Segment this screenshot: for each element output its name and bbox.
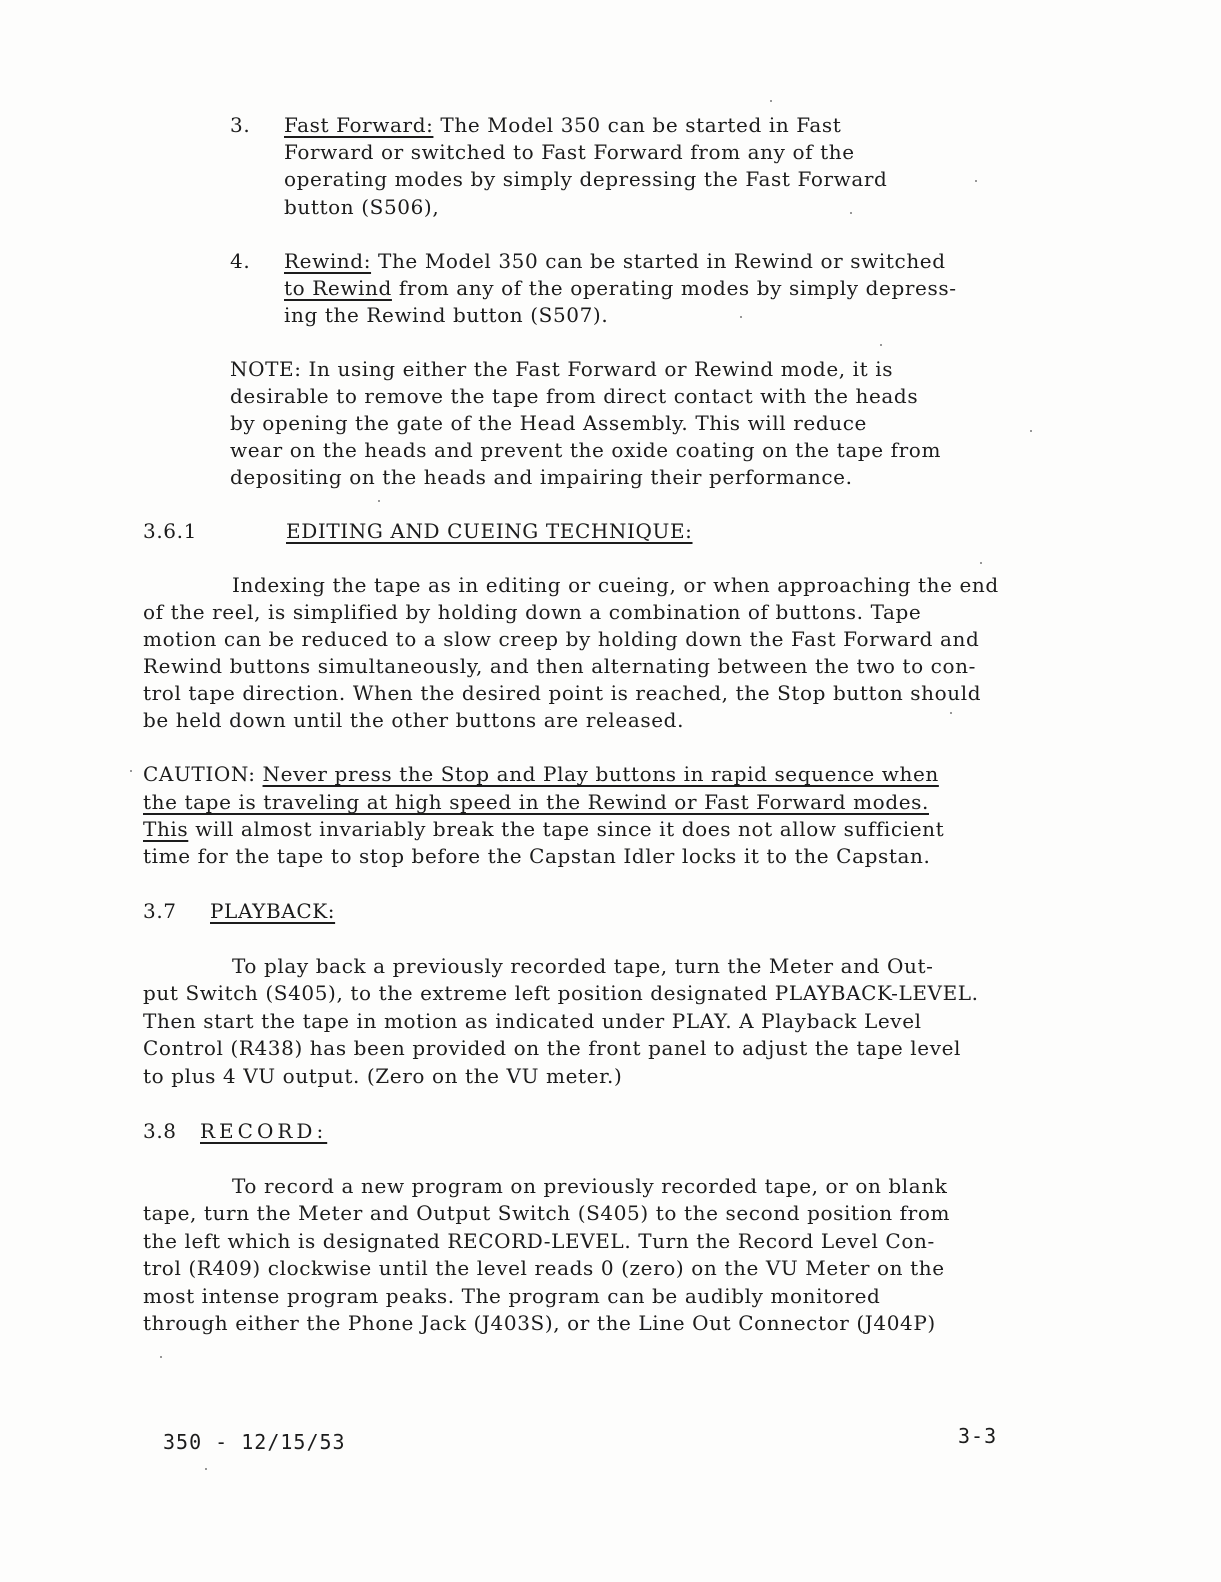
item-3-line-2: Forward or switched to Fast Forward from any of the: [284, 140, 855, 164]
note-line-1: NOTE: In using either the Fast Forward or Rewind mode, it is: [230, 357, 894, 381]
section-3-8-number: 3.8: [143, 1119, 177, 1143]
section-3-8-title: RECORD:: [200, 1119, 328, 1143]
item-4-heading: Rewind:: [284, 249, 372, 273]
section-3-8-line-4: trol (R409) clockwise until the level reads 0 (zero) on the VU Meter on the: [143, 1256, 945, 1280]
section-3-6-1-number: 3.6.1: [143, 519, 197, 543]
note-line-4: wear on the heads and prevent the oxide coating on the tape from: [230, 438, 942, 462]
section-3-7-line-1: To play back a previously recorded tape, turn the Meter and Out-: [232, 954, 934, 978]
caution-line-3: [143, 816, 944, 843]
caution-label: CAUTION:: [143, 762, 256, 786]
section-3-7-line-3: Then start the tape in motion as indicated under PLAY. A Playback Level: [143, 1009, 922, 1033]
scan-speck: [850, 212, 852, 214]
section-3-8-line-5: most intense program peaks. The program can be audibly monitored: [143, 1284, 881, 1308]
section-3-7-line-4: Control (R438) has been provided on the front panel to adjust the tape level: [143, 1036, 962, 1060]
scan-speck: [975, 180, 977, 182]
scan-speck: [1030, 430, 1032, 432]
scan-speck: [770, 100, 772, 102]
section-3-6-1-line-3: motion can be reduced to a slow creep by holding down the Fast Forward and: [143, 627, 980, 651]
caution-line-3-head: This: [143, 817, 189, 841]
item-3-line-1: [284, 112, 841, 139]
section-3-6-1-line-1: Indexing the tape as in editing or cueing, or when approaching the end: [232, 573, 999, 597]
item-3-line-4: button (S506),: [284, 195, 440, 219]
scan-speck: [740, 316, 742, 318]
item-3-heading: Fast Forward:: [284, 113, 434, 137]
caution-line-1-text: Never press the Stop and Play buttons in rapid sequence when: [262, 762, 939, 786]
section-3-7-line-5: to plus 4 VU output. (Zero on the VU meter.): [143, 1064, 623, 1088]
scan-speck: [160, 1356, 162, 1358]
item-4-line-2-text: from any of the operating modes by simply depress-: [398, 276, 957, 300]
note-line-5: depositing on the heads and impairing their performance.: [230, 465, 853, 489]
section-3-7-line-2: put Switch (S405), to the extreme left position designated PLAYBACK-LEVEL.: [143, 981, 979, 1005]
item-4-line-2: [284, 275, 957, 302]
section-3-7-title: PLAYBACK:: [210, 899, 336, 923]
note-line-3: by opening the gate of the Head Assembly. This will reduce: [230, 411, 867, 435]
section-3-6-1-title: EDITING AND CUEING TECHNIQUE:: [286, 519, 693, 543]
item-4-number: 4.: [230, 249, 251, 273]
section-3-6-1-line-5: trol tape direction. When the desired point is reached, the Stop button should: [143, 681, 982, 705]
caution-line-3-text: will almost invariably break the tape since it does not allow sufficient: [195, 817, 945, 841]
note-line-2: desirable to remove the tape from direct contact with the heads: [230, 384, 919, 408]
item-4-line-1-text: The Model 350 can be started in Rewind or switched: [378, 249, 946, 273]
scan-speck: [980, 562, 982, 564]
section-3-6-1-line-6: be held down until the other buttons are released.: [143, 708, 685, 732]
item-4-line-3: ing the Rewind button (S507).: [284, 303, 609, 327]
caution-line-2: the tape is traveling at high speed in the Rewind or Fast Forward modes.: [143, 790, 929, 814]
section-3-6-1-line-4: Rewind buttons simultaneously, and then alternating between the two to con-: [143, 654, 976, 678]
scan-speck: [130, 770, 132, 772]
footer-document-code: 350 - 12/15/53: [163, 1430, 346, 1454]
item-3-number: 3.: [230, 113, 251, 137]
footer-page-number: 3-3: [958, 1424, 998, 1448]
item-4-line-1: [284, 248, 946, 275]
section-3-8-line-6: through either the Phone Jack (J403S), or the Line Out Connector (J404P): [143, 1311, 936, 1335]
section-3-8-line-1: To record a new program on previously recorded tape, or on blank: [232, 1174, 948, 1198]
section-3-7-number: 3.7: [143, 899, 177, 923]
section-3-8-line-3: the left which is designated RECORD-LEVEL. Turn the Record Level Con-: [143, 1229, 935, 1253]
scan-speck: [880, 344, 882, 346]
scan-speck: [950, 712, 952, 714]
scan-speck: [205, 1468, 207, 1470]
item-4-heading-cont: to Rewind: [284, 276, 392, 300]
section-3-6-1-line-2: of the reel, is simplified by holding down a combination of buttons. Tape: [143, 600, 922, 624]
scan-speck: [378, 500, 380, 502]
caution-line-1: [143, 761, 939, 788]
caution-line-4: time for the tape to stop before the Capstan Idler locks it to the Capstan.: [143, 844, 931, 868]
section-3-8-line-2: tape, turn the Meter and Output Switch (S405) to the second position from: [143, 1201, 951, 1225]
item-3-line-1-text: The Model 350 can be started in Fast: [440, 113, 842, 137]
item-3-line-3: operating modes by simply depressing the Fast Forward: [284, 167, 888, 191]
